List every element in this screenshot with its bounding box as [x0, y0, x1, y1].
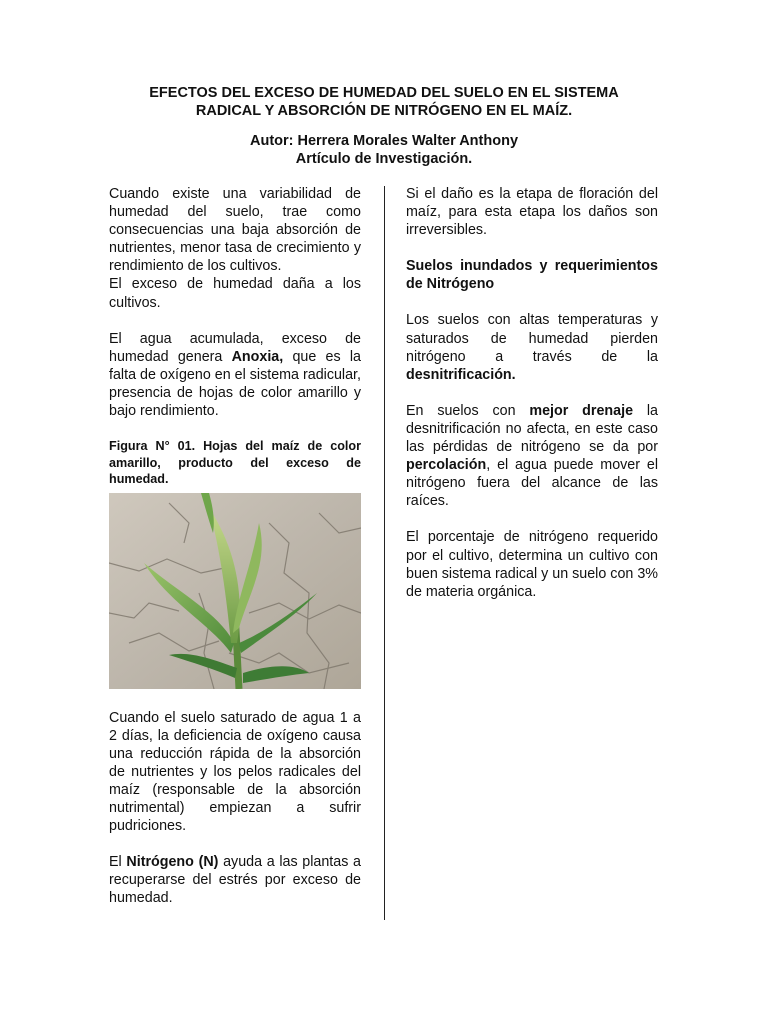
bold-term-percolacion: percolación — [406, 457, 487, 474]
bold-term-nitrogeno: Nitrógeno (N) — [126, 854, 219, 871]
text-run: la desnitrificación no afecta, en este caso las pérdidas de nitrógeno se da por — [406, 402, 658, 456]
bold-term-desnitrificacion: desnitrificación. — [406, 366, 516, 383]
left-paragraph-3 — [109, 330, 361, 420]
document-title — [100, 84, 668, 120]
bold-term-anoxia: Anoxia, — [231, 348, 284, 365]
left-column — [109, 185, 361, 926]
text-run: El — [109, 854, 127, 871]
title-line-1: EFECTOS DEL EXCESO DE HUMEDAD DEL SUELO EN EL SISTEMA — [149, 85, 619, 101]
title-line-2: RADICAL Y ABSORCIÓN DE NITRÓGENO EN EL MAÍZ. — [195, 103, 573, 119]
left-paragraph-1: Cuando existe una variabilidad de humedad del suelo, trae como consecuencias una baja absorción de nutrientes, menor tasa de crecimiento y rendimiento de los cultivos. — [109, 186, 361, 275]
right-paragraph-1: Si el daño es la etapa de floración del maíz, para esta etapa los daños son irreversibles. — [406, 186, 658, 239]
author-name: Autor: Herrera Morales Walter Anthony — [249, 133, 519, 149]
text-run: que es la falta de oxígeno en el sistema radicular, presencia de hojas de color amarillo y bajo rendimiento. — [109, 348, 361, 420]
text-run: , el agua puede mover el nitrógeno fuera del alcance de las raíces. — [406, 457, 658, 510]
figure-caption: Figura N° 01. Hojas del maíz de color amarillo, producto del exceso de humedad. — [109, 439, 361, 487]
right-paragraph-4: El porcentaje de nitrógeno requerido por el cultivo, determina un cultivo con buen sistema radical y un suelo con 3% de materia orgánica. — [406, 529, 658, 600]
text-run: En suelos con — [406, 402, 530, 419]
left-paragraph-5 — [109, 853, 361, 907]
right-paragraph-2 — [406, 311, 658, 383]
right-paragraph-3 — [406, 402, 658, 511]
left-paragraph-4: Cuando el suelo saturado de agua 1 a 2 días, la deficiencia de oxígeno causa una reducción rápida de la absorción de nutrientes y los pelos radicales del maíz (responsable de la absorción nutrimental) empiezan a sufrir pudriciones. — [109, 709, 361, 835]
text-run: ayuda a las plantas a recuperarse del estrés por exceso de humedad. — [109, 854, 361, 907]
right-column — [406, 185, 658, 619]
column-divider — [384, 186, 385, 920]
text-run: Los suelos con altas temperaturas y saturados de humedad pierden nitrógeno a través de la — [406, 312, 658, 365]
left-paragraph-2: El exceso de humedad daña a los cultivos. — [109, 276, 361, 311]
text-run: El agua acumulada, exceso de humedad genera — [109, 330, 361, 365]
author-block — [100, 132, 668, 168]
section-heading: Suelos inundados y requerimientos de Nitrógeno — [406, 258, 658, 293]
corn-leaves-photo — [109, 493, 361, 689]
bold-term-mejor-drenaje: mejor drenaje — [529, 402, 634, 419]
article-type: Artículo de Investigación. — [295, 151, 473, 167]
